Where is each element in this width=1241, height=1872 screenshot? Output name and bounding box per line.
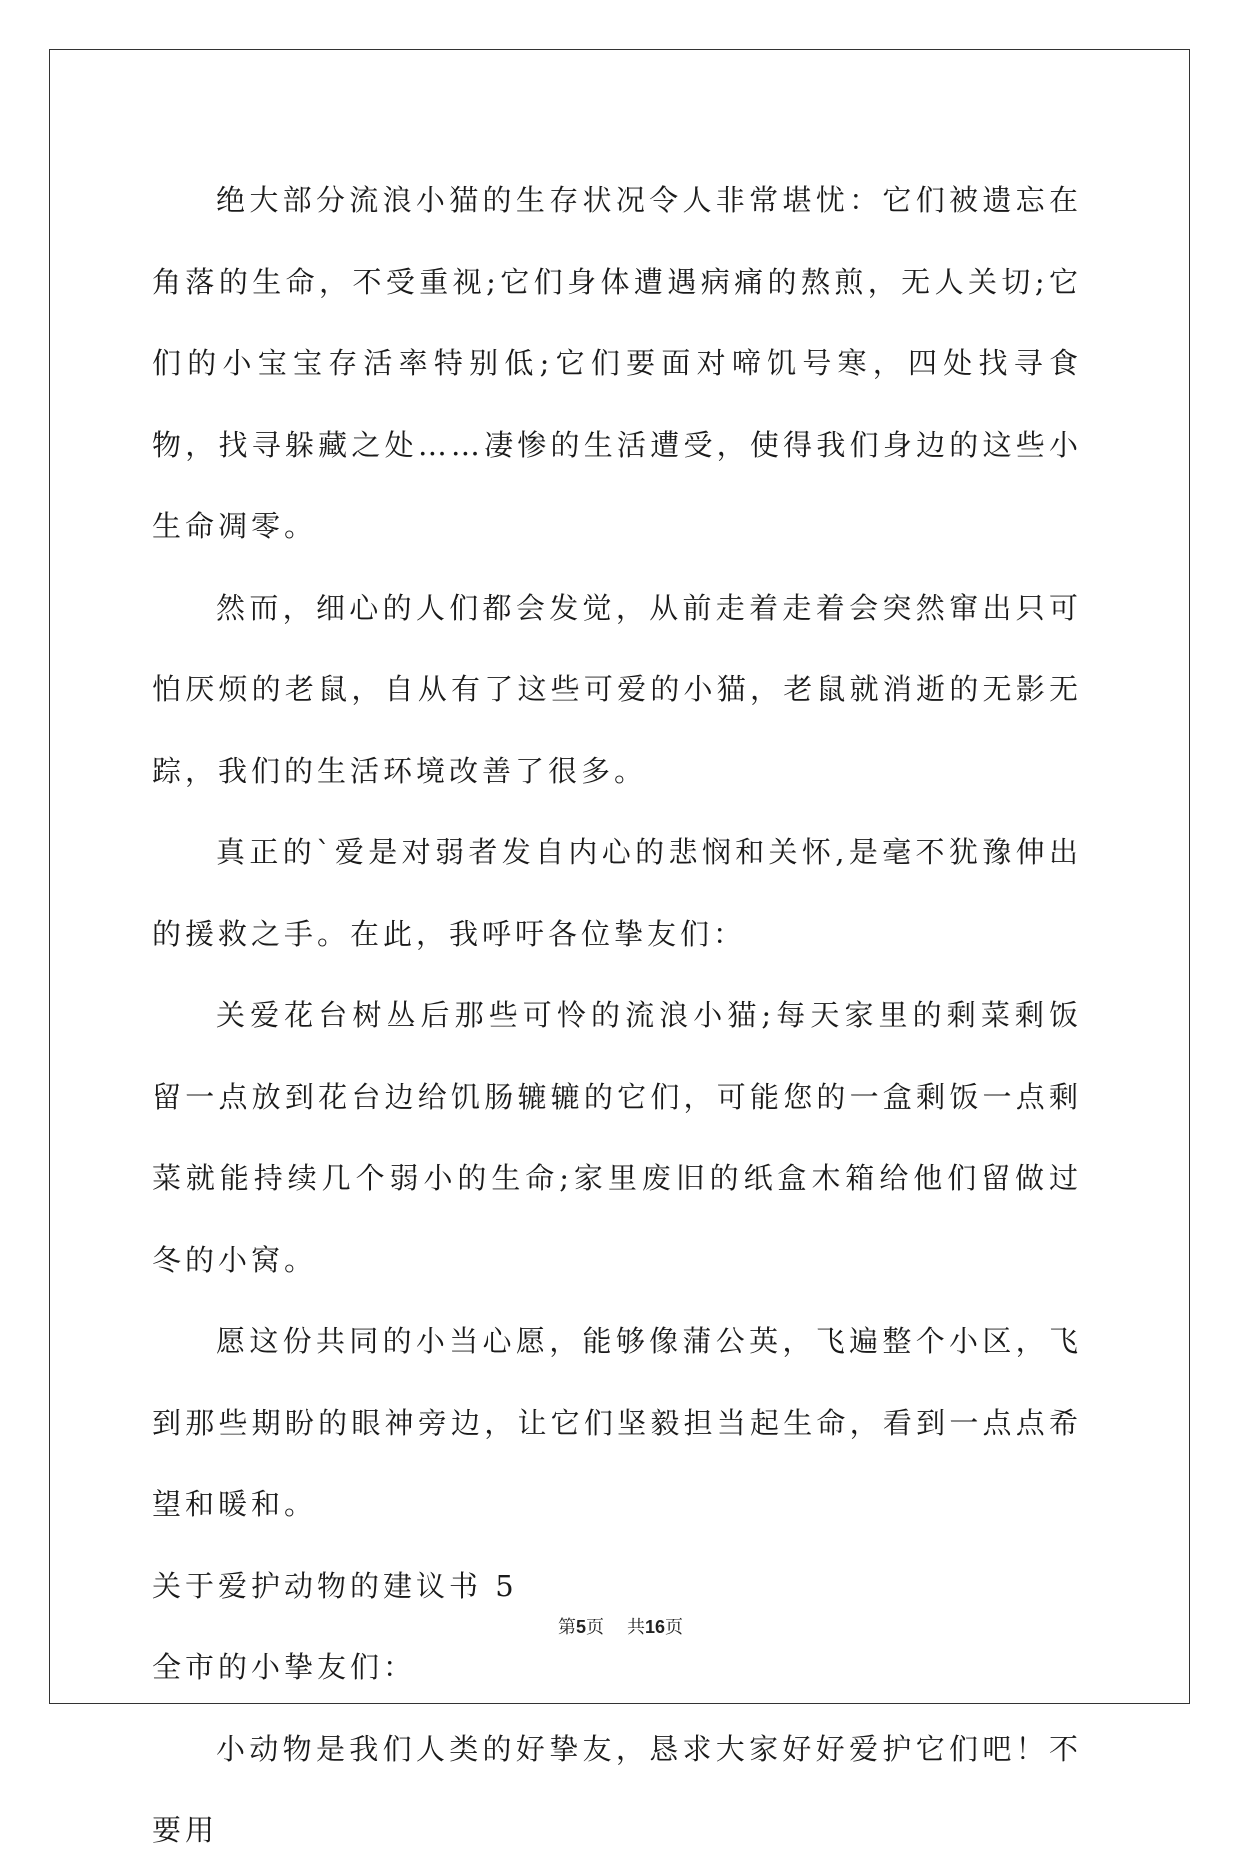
footer-total-suffix: 页	[664, 1617, 683, 1638]
page-footer	[0, 1613, 1241, 1639]
paragraph-care-for-cats: 关爱花台树丛后那些可怜的流浪小猫;每天家里的剩菜剩饭留一点放到花台边给饥肠辘辘的它们，可能您的一盒剩饭一点剩菜就能持续几个弱小的生命;家里废旧的纸盒木箱给他们留做过冬的小窝。	[152, 998, 1082, 1277]
footer-page-number: 5	[576, 1617, 587, 1637]
paragraph-mice-gone: 然而，细心的人们都会发觉，从前走着走着会突然窜出只可怕厌烦的老鼠，自从有了这些可爱的小猫，老鼠就消逝的无影无踪，我们的生活环境改善了很多。	[152, 590, 1082, 788]
salutation: 全市的小挚友们：	[152, 1650, 417, 1684]
footer-total-pages: 16	[644, 1617, 665, 1637]
footer-page-suffix: 页	[586, 1617, 605, 1638]
section-heading: 关于爱护动物的建议书 5	[152, 1568, 518, 1603]
paragraph-wish: 愿这份共同的小当心愿，能够像蒲公英，飞遍整个小区，飞到那些期盼的眼神旁边，让它们坚毅担当起生命，看到一点点希望和暖和。	[152, 1324, 1082, 1521]
footer-page-prefix: 第	[558, 1617, 577, 1638]
paragraph-true-love: 真正的`爱是对弱者发自内心的悲悯和关怀,是毫不犹豫伸出的援救之手。在此，我呼吁各位挚友们：	[152, 835, 1082, 951]
paragraph-protect-animals: 小动物是我们人类的好挚友，恳求大家好好爱护它们吧！不要用	[152, 1731, 1082, 1847]
paragraph-stray-cats-condition: 绝大部分流浪小猫的生存状况令人非常堪忧：它们被遗忘在角落的生命，不受重视;它们身体遭遇病痛的熬煎，无人关切;它们的小宝宝存活率特别低;它们要面对啼饥号寒，四处找寻食物，找寻躲藏之处……凄惨的生活遭受，使得我们身边的这些小生命凋零。	[152, 183, 1082, 543]
footer-total-prefix: 共	[626, 1617, 645, 1638]
